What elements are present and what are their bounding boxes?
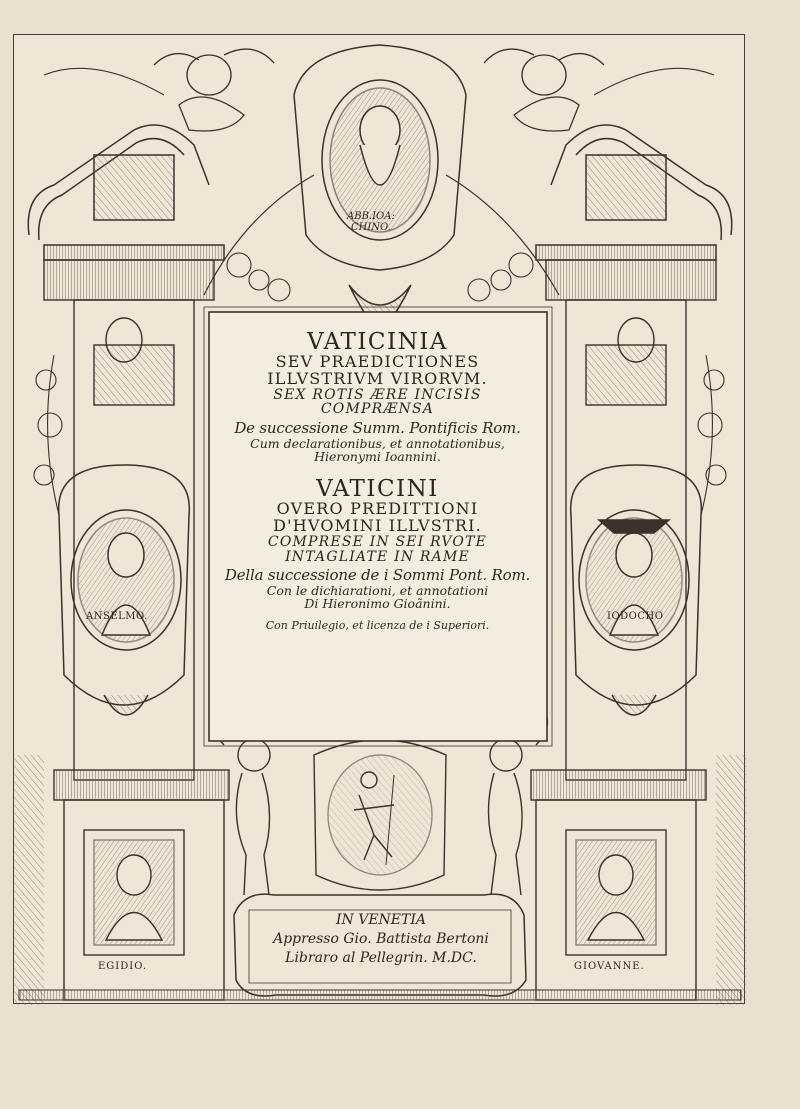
- left-medallion: [59, 465, 190, 715]
- italian-line-2: OVERO PREDITTIONI: [276, 499, 479, 519]
- top-caption-line-2: CHINO.: [350, 222, 391, 233]
- latin-title: VATICINIA: [307, 329, 448, 355]
- latin-line-4: SEX ROTIS ÆRE INCISIS: [273, 386, 482, 403]
- imprint-line-2: Appresso Gio. Battista Bertoni: [273, 930, 489, 947]
- privilege-line: Con Priuilegio, et licenza de i Superiori.: [265, 619, 490, 633]
- italian-line-5: INTAGLIATE IN RAME: [285, 548, 470, 565]
- bottom-right-portrait-frame: [566, 830, 666, 955]
- italian-title: VATICINI: [316, 476, 439, 503]
- right-pediment: [536, 125, 732, 260]
- imprint-line-1: IN VENETIA: [335, 912, 426, 928]
- latin-line-7: Cum declarationibus, et annotationibus,: [250, 435, 505, 451]
- italian-line-6: Della successione de i Sommi Pont. Rom.: [224, 566, 531, 585]
- top-cartouche: [204, 45, 559, 335]
- top-caption-line-1: ABB.IOA:: [347, 211, 395, 222]
- top-left-cherub: [44, 49, 274, 131]
- latin-line-2: SEV PRAEDICTIONES: [275, 352, 480, 372]
- engraved-title-page: [13, 34, 745, 1004]
- imprint-line-3: Libraro al Pellegrin. M.DC.: [285, 949, 477, 966]
- bottom-right-caption: GIOVANNE.: [574, 961, 645, 972]
- italian-line-7: Con le dichiarationi, et annotationi: [266, 582, 489, 598]
- italian-line-8: Di Hieronimo Gioãnini.: [304, 596, 451, 612]
- left-medallion-caption: ANSELMO.: [86, 611, 148, 622]
- title-text-panel: [211, 314, 544, 739]
- bottom-left-portrait-frame: [84, 830, 184, 955]
- latin-line-8: Hieronymi Ioannini.: [314, 448, 441, 464]
- latin-line-3: ILLVSTRIVM VIRORVM.: [267, 368, 488, 388]
- imprint-text: [250, 911, 512, 968]
- right-medallion-caption: IODOCHO: [607, 611, 664, 622]
- bottom-left-caption: EGIDIO.: [98, 961, 147, 972]
- top-right-cherub: [484, 49, 714, 131]
- italian-line-3: D'HVOMINI ILLVSTRI.: [273, 516, 482, 536]
- latin-line-6: De successione Summ. Pontificis Rom.: [234, 419, 521, 438]
- top-portrait-caption: [347, 211, 395, 233]
- latin-line-5: COMPRÆNSA: [320, 401, 435, 418]
- right-medallion: [571, 465, 702, 715]
- italian-line-4: COMPRESE IN SEI RVOTE: [267, 533, 488, 550]
- left-pediment: [28, 125, 224, 260]
